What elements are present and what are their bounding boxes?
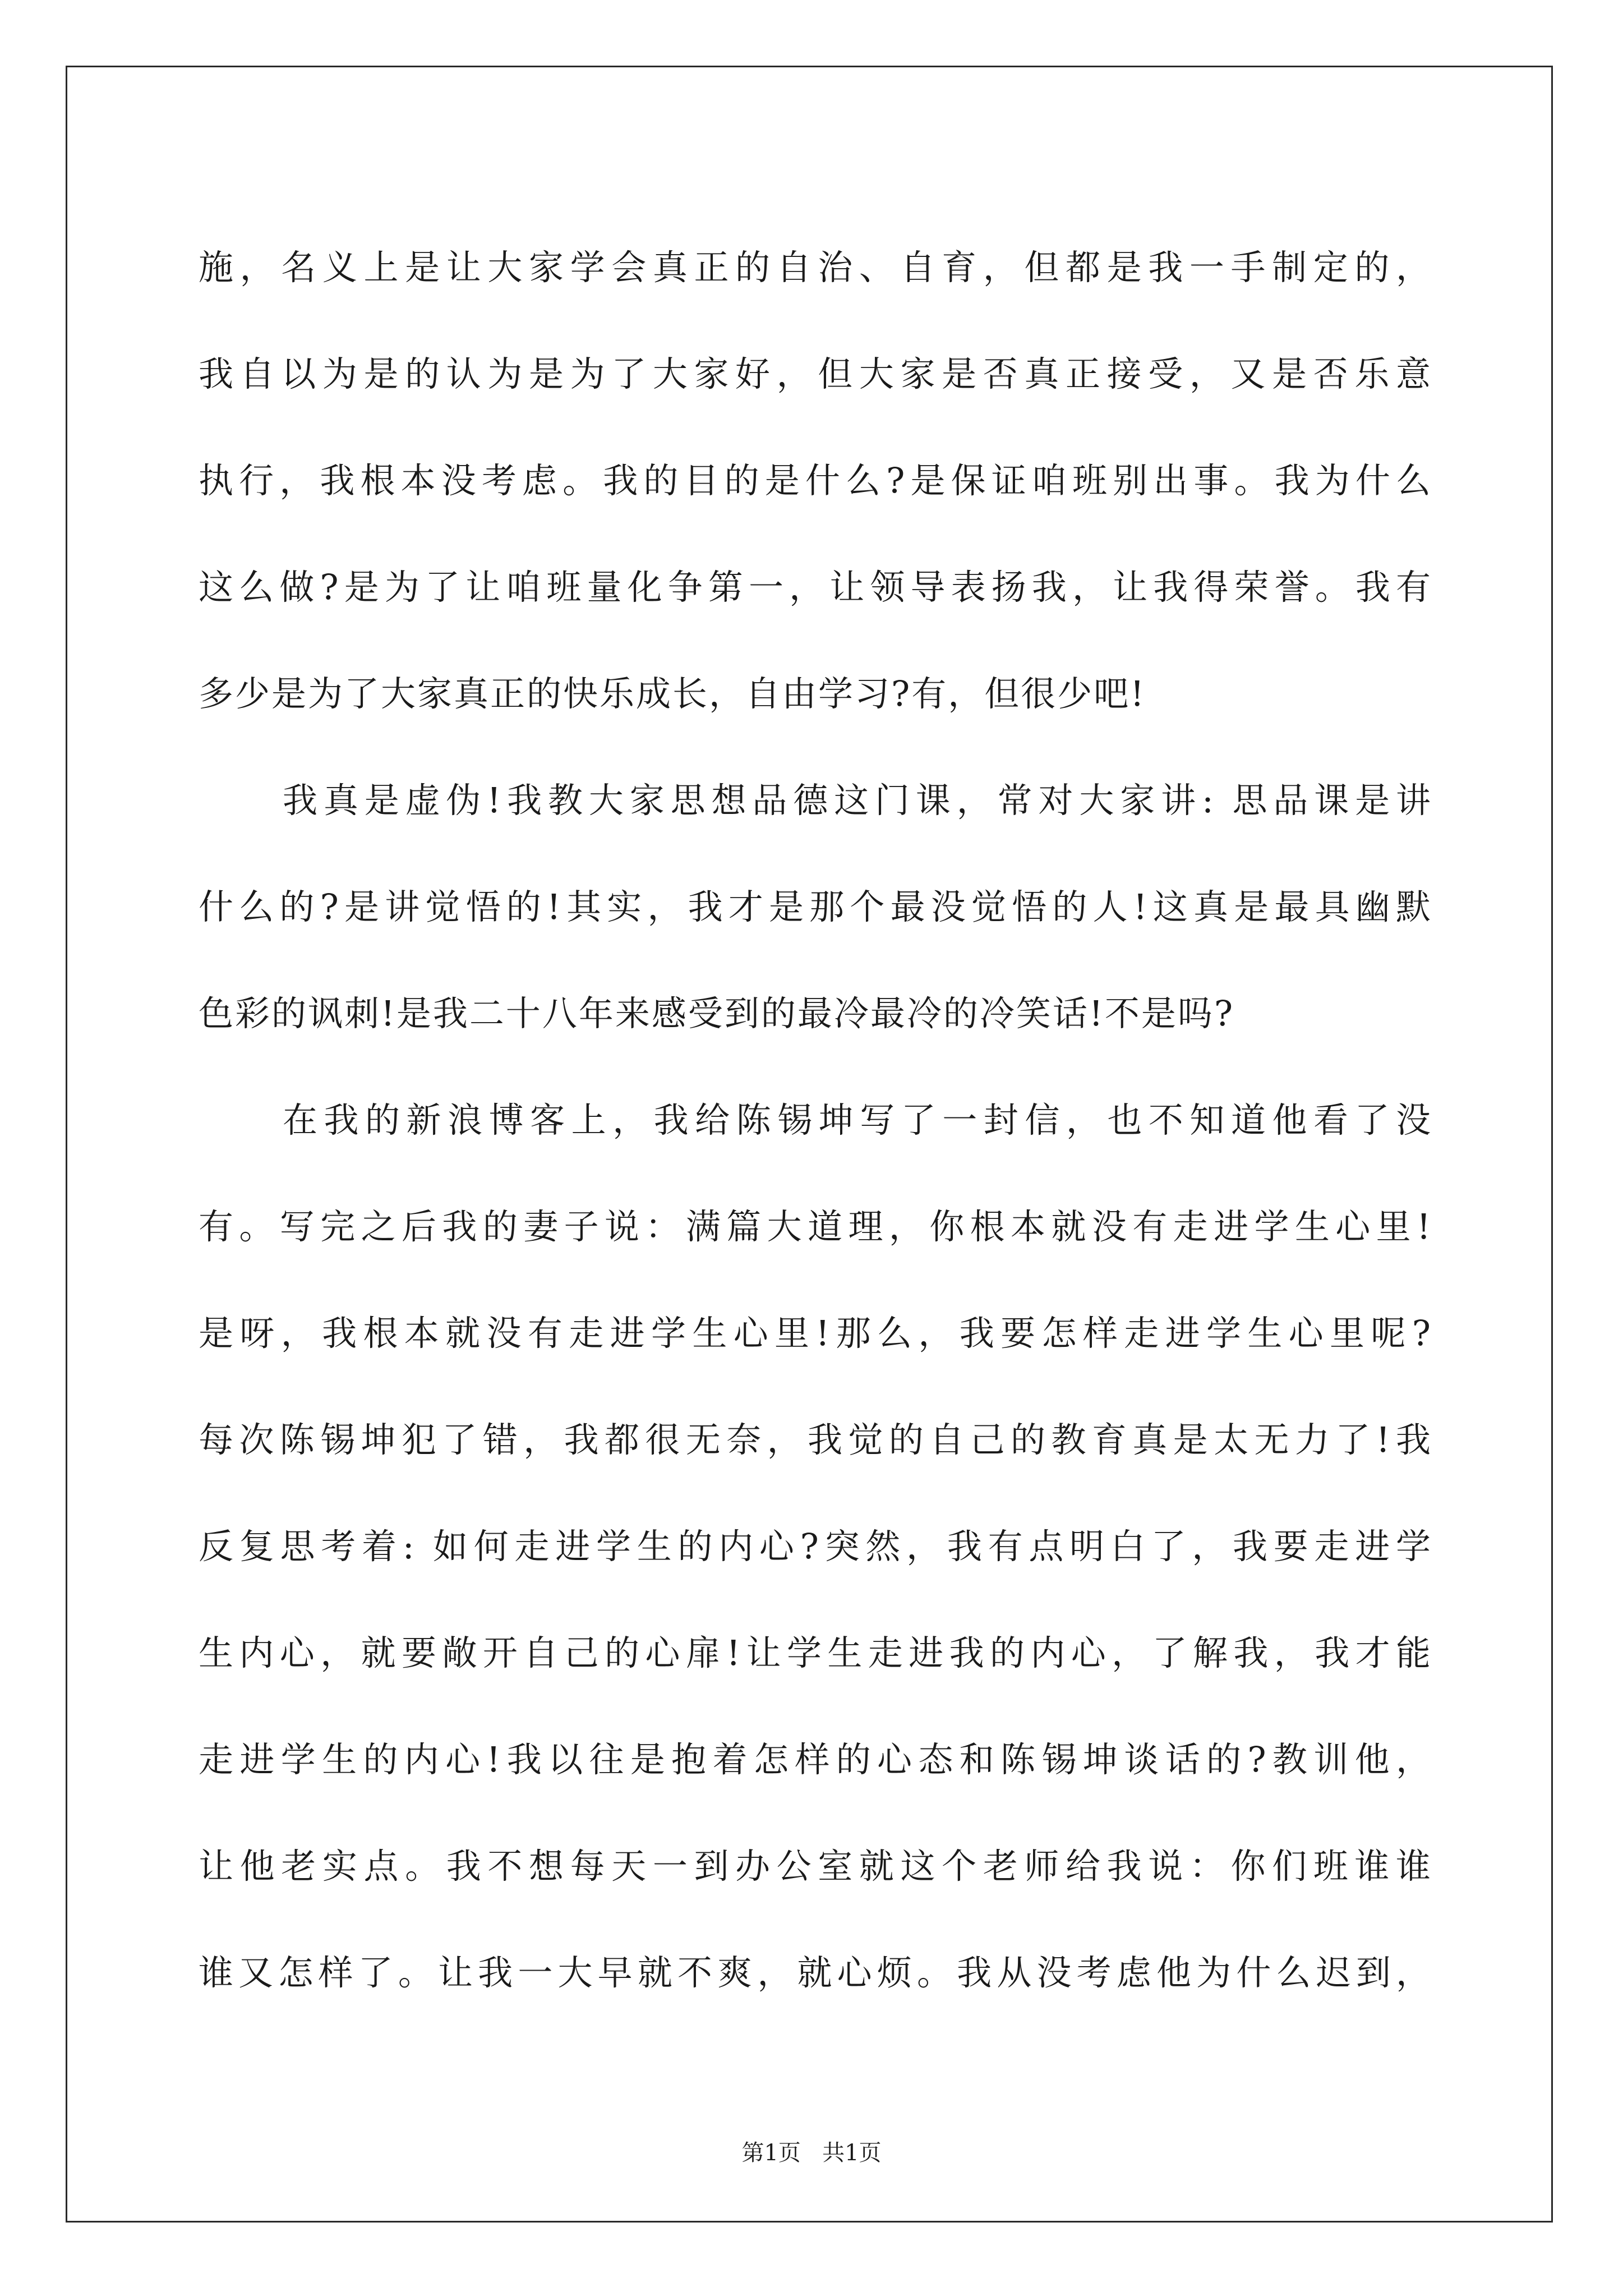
text-line: 是呀，我根本就没有走进学生心里!那么，我要怎样走进学生心里呢? bbox=[199, 1313, 1432, 1354]
text-line: 什么的?是讲觉悟的!其实，我才是那个最没觉悟的人!这真是最具幽默 bbox=[199, 886, 1432, 927]
text-line: 多少是为了大家真正的快乐成长，自由学习?有，但很少吧! bbox=[199, 673, 1146, 714]
text-line: 在我的新浪博客上，我给陈锡坤写了一封信，也不知道他看了没 bbox=[283, 1099, 1432, 1140]
text-line: 执行，我根本没考虑。我的目的是什么?是保证咱班别出事。我为什么 bbox=[199, 460, 1432, 501]
text-line: 施，名义上是让大家学会真正的自治、自育，但都是我一手制定的， bbox=[199, 247, 1432, 288]
page-footer bbox=[0, 2139, 1623, 2166]
text-line: 反复思考着: 如何走进学生的内心?突然，我有点明白了，我要走进学 bbox=[199, 1526, 1432, 1567]
text-line: 这么做?是为了让咱班量化争第一，让领导表扬我，让我得荣誉。我有 bbox=[199, 567, 1432, 608]
text-line: 让他老实点。我不想每天一到办公室就这个老师给我说：你们班谁谁 bbox=[199, 1846, 1432, 1887]
text-line: 我真是虚伪!我教大家思想品德这门课，常对大家讲: 思品课是讲 bbox=[283, 780, 1432, 821]
text-line: 有。写完之后我的妻子说：满篇大道理，你根本就没有走进学生心里! bbox=[199, 1206, 1432, 1247]
text-line: 走进学生的内心!我以往是抱着怎样的心态和陈锡坤谈话的?教训他， bbox=[199, 1739, 1432, 1780]
document-body bbox=[199, 214, 1432, 2026]
text-line: 谁又怎样了。让我一大早就不爽，就心烦。我从没考虑他为什么迟到， bbox=[199, 1952, 1432, 1993]
text-line: 生内心，就要敞开自己的心扉!让学生走进我的内心，了解我，我才能 bbox=[199, 1632, 1432, 1673]
text-line: 每次陈锡坤犯了错，我都很无奈，我觉的自己的教育真是太无力了!我 bbox=[199, 1419, 1432, 1460]
page-number: 第1页 bbox=[741, 2140, 801, 2166]
text-line: 我自以为是的认为是为了大家好，但大家是否真正接受，又是否乐意 bbox=[199, 353, 1432, 394]
page-total: 共1页 bbox=[822, 2140, 882, 2166]
text-line: 色彩的讽刺!是我二十八年来感受到的最冷最冷的冷笑话!不是吗? bbox=[199, 993, 1235, 1034]
